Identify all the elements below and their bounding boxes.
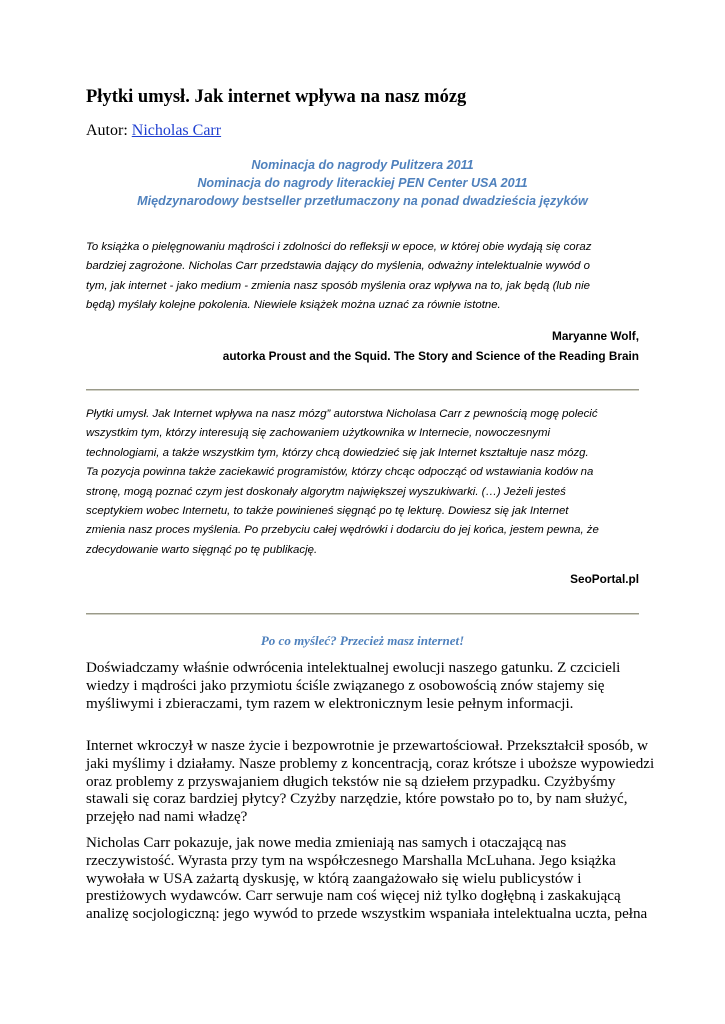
- quote-attribution-seoportal: [86, 569, 639, 589]
- paragraph-line: rzeczywistość. Wyrasta przy tym na współczesnego Marshalla McLuhana. Jego książka: [86, 852, 616, 869]
- quote-line: wszystkim tym, którzy interesują się zachowaniem użytkownika w Internecie, nowoczesnymi: [86, 427, 551, 440]
- attribution-role: autorka Proust and the Squid. The Story and Science of the Reading Brain: [222, 349, 639, 363]
- body-paragraph: [86, 660, 639, 713]
- paragraph-line: Internet wkroczył w nasze życie i bezpowrotnie je przewartościował. Przekształcił sposób, w: [86, 738, 649, 754]
- quote-attribution-wolf: [86, 326, 639, 366]
- quote-line: będą) myślały kolejne pokolenia. Niewiele książek można uznać za równie istotne.: [86, 299, 501, 312]
- paragraph-line: myśliwymi i zbieraczami, tym razem w elektronicznym lesie pełnym informacji.: [86, 695, 574, 712]
- paragraph-line: wiedzy i mądrości jako przymiotu ściśle związanego z osobowością znów stajemy się: [86, 677, 605, 694]
- quote-line: zmienia nasz proces myślenia. Po przebyciu całej wędrówki i dodarciu do jej końca, jestem pewna, że: [86, 524, 599, 537]
- quote-line: Ta pozycja powinna także zaciekawić programistów, którzy chcąc odpocząć od wstawiania kodów na: [86, 466, 594, 479]
- paragraph-line: oraz problemy z przyswajaniem długich tekstów nie są dziełem przypadku. Czyżbyśmy: [86, 773, 616, 790]
- quote-line: To książka o pielęgnowaniu mądrości i zdolności do refleksji w epoce, w której obie wydają się coraz: [86, 241, 592, 253]
- quote-line: tym, jak internet - jako medium - zmienia nasz sposób myślenia oraz wpływa na to, jak będą (lub nie: [86, 279, 590, 292]
- author-line: [86, 122, 221, 140]
- paragraph-line: Doświadczamy właśnie odwrócenia intelektualnej ewolucji naszego gatunku. Z czcicieli: [86, 660, 621, 676]
- quote-line: zdecydowanie warto sięgnąć po tę publikację.: [86, 543, 318, 556]
- paragraph-line: analizę socjologiczną: jego wywód to przede wszystkim wspaniała intelektualna uczta, pełna: [86, 906, 648, 923]
- attribution-name: Maryanne Wolf,: [552, 329, 639, 343]
- paragraph-line: stawali się coraz bardziej płytcy? Czyżby narzędzie, które powstało po to, by nam służyć,: [86, 791, 628, 808]
- paragraph-line: jaki myślimy i działamy. Nasze problemy z koncentracją, coraz krótsze i uboższe wypowiedzi: [86, 755, 655, 772]
- author-label: Autor:: [86, 122, 128, 139]
- award-line: Międzynarodowy bestseller przetłumaczony na ponad dwadzieścia języków: [137, 194, 588, 208]
- review-quote-wolf: [86, 238, 639, 316]
- section-heading: Po co myśleć? Przecież masz internet!: [260, 633, 465, 648]
- paragraph-line: Nicholas Carr pokazuje, jak nowe media zmieniają nas samych i otaczającą nas: [86, 835, 567, 851]
- divider: [86, 613, 639, 615]
- quote-line: bardziej zagrożone. Nicholas Carr przedstawia dający do myślenia, odważny intelektualnie wywód o: [86, 260, 590, 273]
- paragraph-line: prestiżowych wydawców. Carr serwuje nam coś więcej niż tylko dogłębną i zaskakującą: [86, 888, 621, 905]
- body-paragraph: [86, 738, 655, 827]
- quote-line: Płytki umysł. Jak Internet wpływa na nasz mózg” autorstwa Nicholasa Carr z pewnością mogę polecić: [86, 408, 598, 420]
- award-line: Nominacja do nagrody Pulitzera 2011: [251, 158, 474, 172]
- quote-line: technologiami, a także wszystkim tym, którzy chcą dowiedzieć się jak Internet kształtuje nasz mózg.: [86, 446, 589, 459]
- paragraph-line: przejęło nad nami władzę?: [86, 809, 248, 826]
- paragraph-line: wywołała w USA zażartą dyskusję, w którą zaangażowało się wielu publicystów i: [86, 870, 582, 887]
- review-quote-seoportal: [86, 405, 639, 560]
- body-paragraph: [86, 835, 648, 924]
- quote-line: sceptykiem wobec Internetu, to także powinieneś sięgnąć po tę lekturę. Dowiesz się jak Internet: [86, 505, 569, 518]
- document-title: Płytki umysł. Jak internet wpływa na nasz mózg: [86, 87, 467, 107]
- attribution-name: SeoPortal.pl: [570, 572, 639, 586]
- award-line: Nominacja do nagrody literackiej PEN Center USA 2011: [197, 176, 528, 190]
- quote-line: stronę, mogą poznać czym jest doskonały algorytm największej wyszukiwarki. (…) Jeżeli jesteś: [86, 485, 566, 498]
- author-link[interactable]: Nicholas Carr: [131, 122, 222, 139]
- awards-block: [86, 156, 639, 210]
- divider: [86, 389, 639, 391]
